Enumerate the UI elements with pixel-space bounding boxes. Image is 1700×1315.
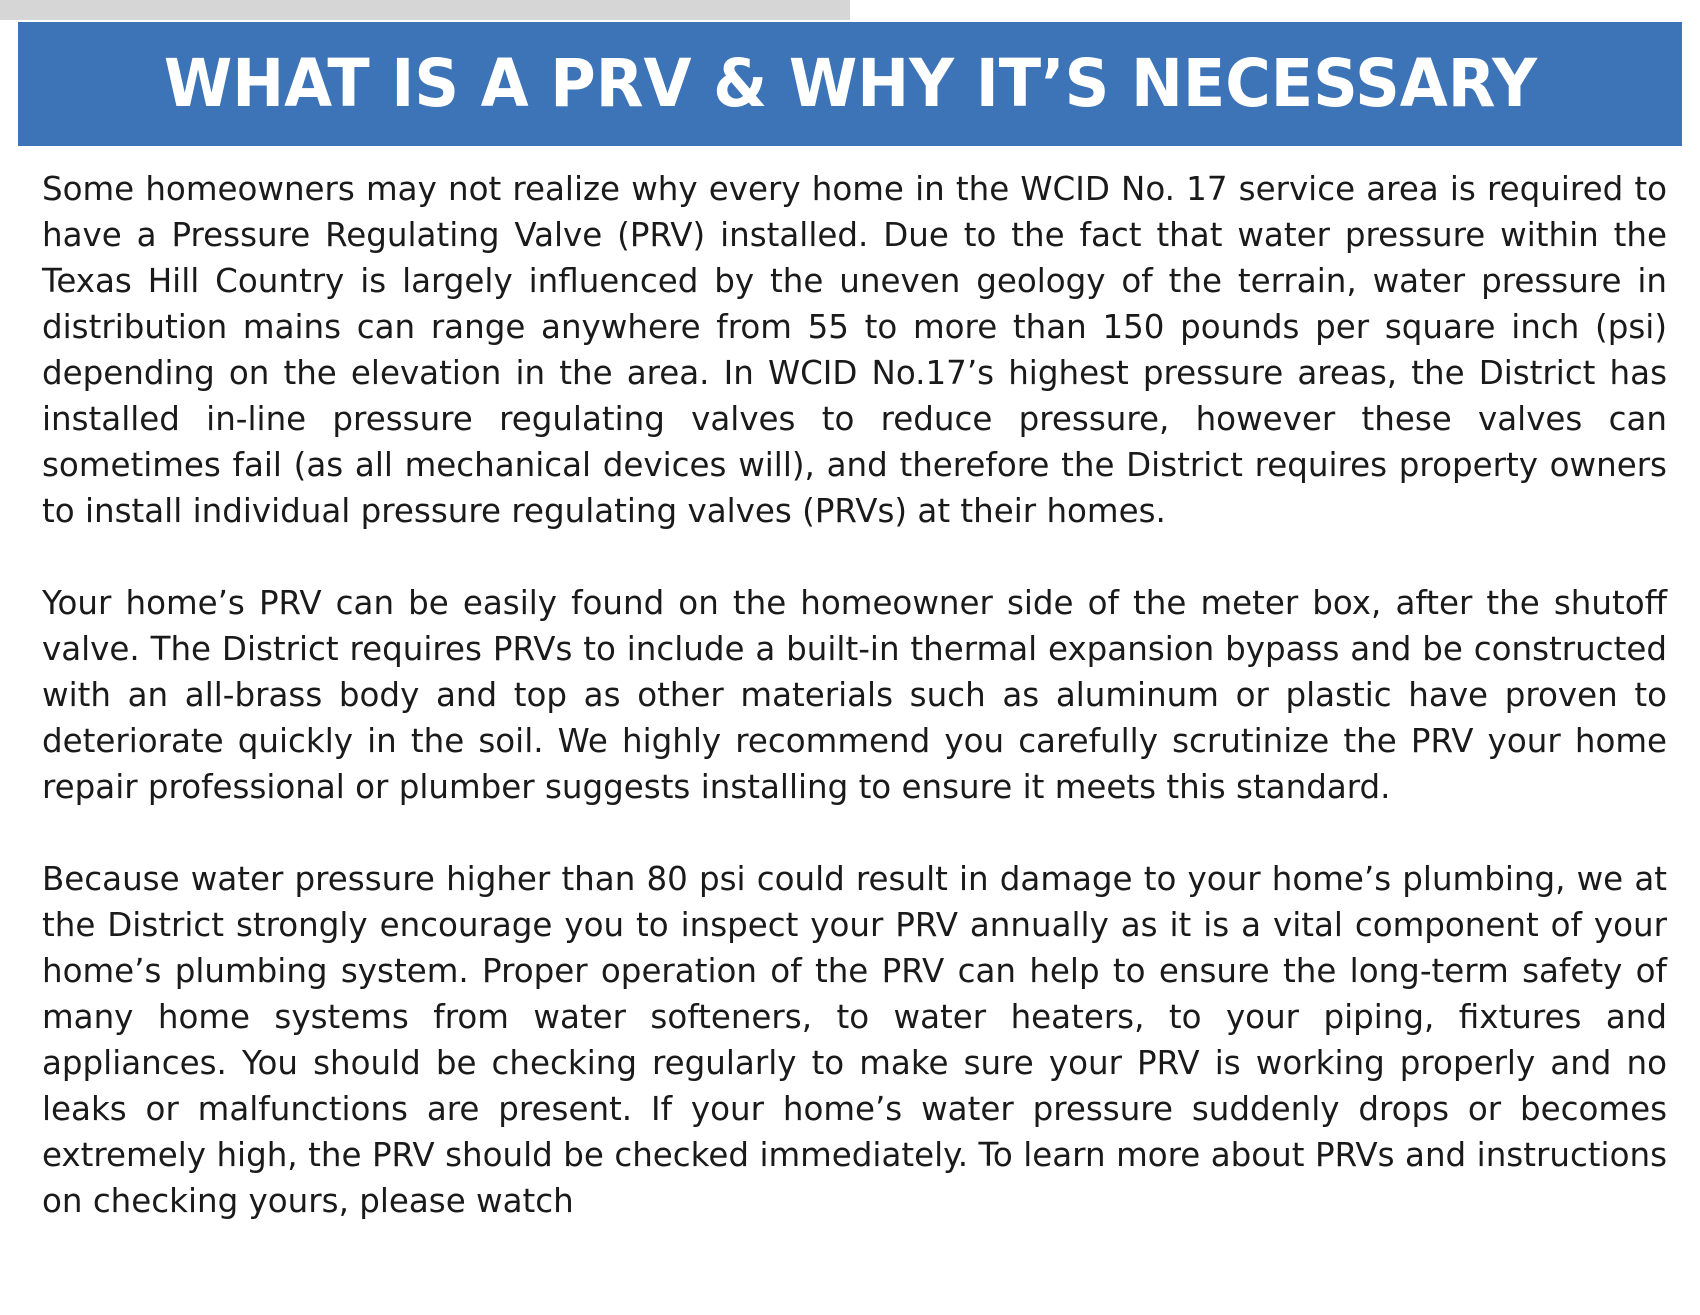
paragraph-prv-location-standards: Your home’s PRV can be easily found on the homeowner side of the meter box, after the shutoff valve. The District requires PRVs to include a built-in thermal expansion bypass and be constructed with an all-brass body and top as other materials such as aluminum or plastic have proven to deteriorate quickly in the soil. We highly recommend you carefully scrutinize the PRV your home repair professional or plumber suggests installing to ensure it meets this standard. — [42, 584, 1667, 806]
header-banner — [18, 22, 1682, 146]
page-title: WHAT IS A PRV & WHY IT’S NECESSARY — [163, 45, 1537, 122]
top-gray-strip — [0, 0, 850, 20]
article-body — [42, 166, 1667, 1270]
paragraph-prv-inspection: Because water pressure higher than 80 psi could result in damage to your home’s plumbing, we at the District strongly encourage you to inspect your PRV annually as it is a vital component of your home’s plumbing system. Proper operation of the PRV can help to ensure the long-term safety of many home systems from water softeners, to water heaters, to your piping, fixtures and appliances. You should be checking regularly to make sure your PRV is working properly and no leaks or malfunctions are present. If your home’s water pressure suddenly drops or becomes extremely high, the PRV should be checked immediately. To learn more about PRVs and instructions on checking yours, please watch — [42, 860, 1667, 1220]
paragraph-why-prv-required: Some homeowners may not realize why every home in the WCID No. 17 service area is required to have a Pressure Regulating Valve (PRV) installed. Due to the fact that water pressure within the Texas Hill Country is largely influenced by the uneven geology of the terrain, water pressure in distribution mains can range anywhere from 55 to more than 150 pounds per square inch (psi) depending on the elevation in the area. In WCID No.17’s highest pressure areas, the District has installed in-line pressure regulating valves to reduce pressure, however these valves can sometimes fail (as all mechanical devices will), and therefore the District requires property owners to install individual pressure regulating valves (PRVs) at their homes. — [42, 170, 1667, 530]
